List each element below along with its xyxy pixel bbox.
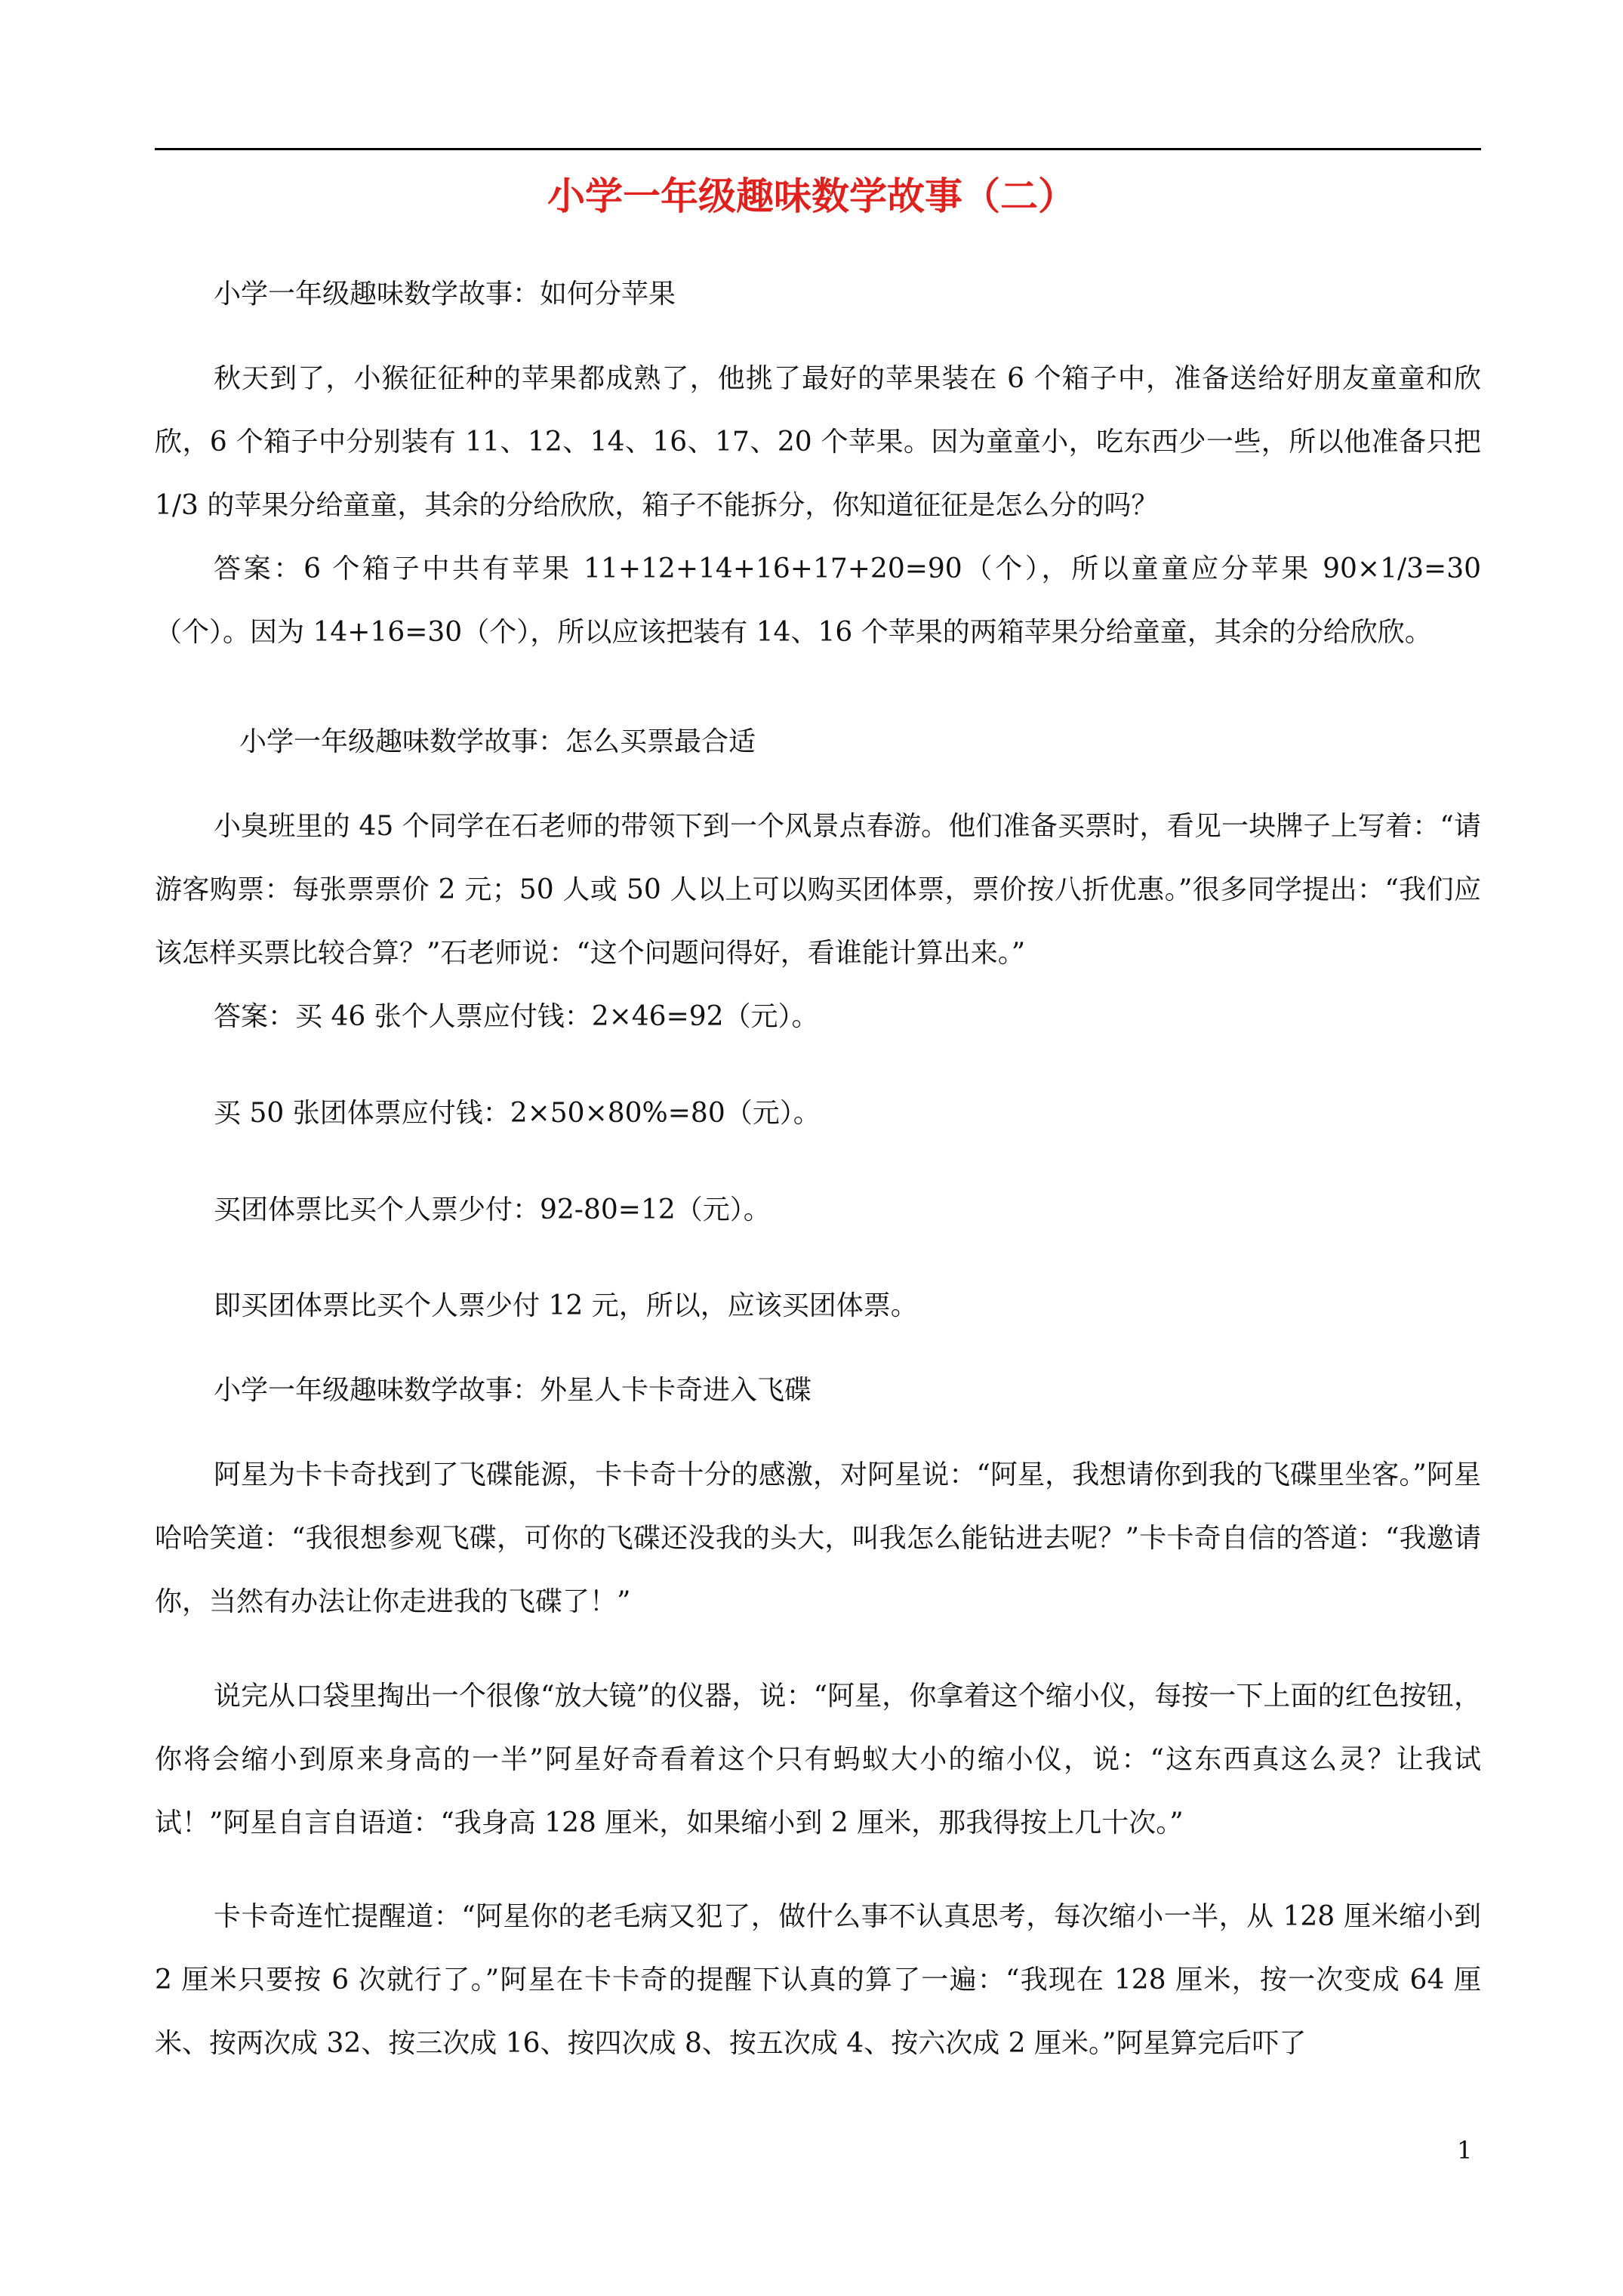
page-number: 1: [1457, 2136, 1473, 2165]
paragraph-tickets-difference: 买团体票比买个人票少付：92-80=12（元）。: [214, 1194, 771, 1225]
paragraph-tickets-answer: 答案：买 46 张个人票应付钱：2×46=92（元）。: [214, 1001, 819, 1032]
section-heading-tickets: 小学一年级趣味数学故事：怎么买票最合适: [239, 726, 756, 757]
document-title: 小学一年级趣味数学故事（二）: [547, 174, 1076, 218]
paragraph-ufo-halving: 卡卡奇连忙提醒道：“阿星你的老毛病又犯了，做什么事不认真思考，每次缩小一半，从 128 厘米缩小到 2 厘米只要按 6 次就行了。”阿星在卡卡奇的提醒下认真的算了一遍：“我现在 128 厘米，按一次变成 64 厘米、按两次成 32、按三次成 16、按四次成 8、按五次成 4、按六次成 2 厘米。”阿星算完后吓了: [155, 1901, 1481, 2059]
paragraph-tickets-group: 买 50 张团体票应付钱：2×50×80%=80（元）。: [214, 1098, 821, 1129]
section-heading-ufo: 小学一年级趣味数学故事：外星人卡卡奇进入飞碟: [214, 1375, 812, 1406]
paragraph-apples-story: 秋天到了，小猴征征种的苹果都成熟了，他挑了最好的苹果装在 6 个箱子中，准备送给好朋友童童和欣欣，6 个箱子中分别装有 11、12、14、16、17、20 个苹果。因为童童小，吃东西少一些，所以他准备只把 1/3 的苹果分给童童，其余的分给欣欣，箱子不能拆分，你知道征征是怎么分的吗？: [155, 363, 1481, 521]
paragraph-ufo-invitation: 阿星为卡卡奇找到了飞碟能源，卡卡奇十分的感激，对阿星说：“阿星，我想请你到我的飞碟里坐客。”阿星哈哈笑道：“我很想参观飞碟，可你的飞碟还没我的头大，叫我怎么能钻进去呢？”卡卡奇自信的答道：“我邀请你，当然有办法让你走进我的飞碟了！”: [155, 1459, 1481, 1617]
header-rule: [155, 148, 1481, 150]
paragraph-tickets-story: 小臭班里的 45 个同学在石老师的带领下到一个风景点春游。他们准备买票时，看见一块牌子上写着：“请游客购票：每张票票价 2 元；50 人或 50 人以上可以购买团体票，票价按八折优惠。”很多同学提出：“我们应该怎样买票比较合算？”石老师说：“这个问题问得好，看谁能计算出来。”: [155, 811, 1481, 969]
section-heading-apples: 小学一年级趣味数学故事：如何分苹果: [214, 279, 676, 310]
paragraph-ufo-shrinker: 说完从口袋里掏出一个很像“放大镜”的仪器，说：“阿星，你拿着这个缩小仪，每按一下上面的红色按钮，你将会缩小到原来身高的一半”阿星好奇看着这个只有蚂蚁大小的缩小仪，说：“这东西真这么灵？让我试试！”阿星自言自语道：“我身高 128 厘米，如果缩小到 2 厘米，那我得按上几十次。”: [155, 1681, 1481, 1838]
paragraph-tickets-conclusion: 即买团体票比买个人票少付 12 元，所以，应该买团体票。: [214, 1290, 918, 1321]
paragraph-apples-answer: 答案：6 个箱子中共有苹果 11+12+14+16+17+20=90（个），所以童童应分苹果 90×1/3=30（个）。因为 14+16=30（个），所以应该把装有 14、16 个苹果的两箱苹果分给童童，其余的分给欣欣。: [155, 553, 1481, 648]
